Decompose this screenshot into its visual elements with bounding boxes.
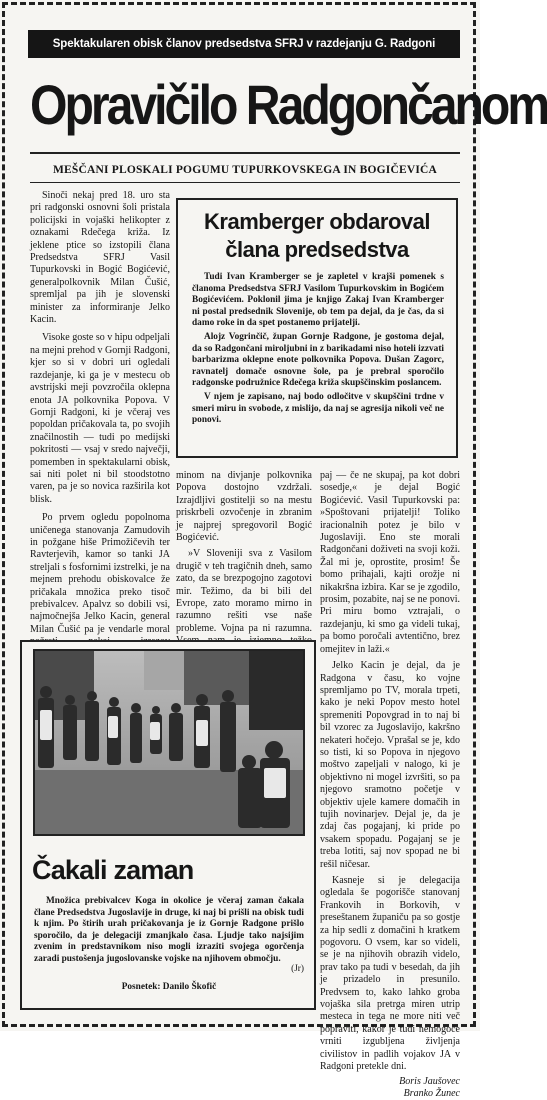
box-title-line-1: Kramberger obdaroval: [204, 209, 430, 234]
headline: Opravičilo Radgončanom: [30, 73, 547, 136]
paragraph: paj — če ne skupaj, pa kot dobri sosedje,« je dejal Bogić Bogićević. Vasil Tupurkovski pa: »Spoštovani prijatelji! Toliko iracionalnih potez je bilo v Jugoslaviji. Eno ste morali Radgončani doživeti na svoji koži. Žal mi je, oprostite, prosim! Še bomo prihajali, kajti orožje ni nikakršna izbira. Kar se je zgodilo, prosim, pozabite, naj se ne ponovi. Pri miru bomo vztrajali, o razdejanju, ki smo ga videli tukaj, pa bomo poročali avtentično, brez omejitev in laži.«: [320, 470, 460, 655]
paragraph: minom na divjanje polkovnika Popova dostojno vzdržali. Izrajdljivi gostitelji so na mestu priskrbeli ozvočenje in zbranim je najprej spregovoril Bogić Bogićević.: [176, 470, 312, 544]
paragraph: V njem je zapisano, naj bodo odločitve v skupščini trdne v smeri miru in svobode, z mislijo, da naj se agresija nikoli več ne ponovi.: [192, 391, 444, 426]
box-body: [34, 896, 304, 964]
box-title-line-2: člana predsedstva: [225, 237, 409, 262]
box-title: Čakali zaman: [32, 855, 194, 885]
paragraph: Jelko Kacin je dejal, da je Radgona v času, ko vojne spremljamo po TV, morala trpeti, kako je neki Popov mesto hotel spremeniti Popovgrad in to naj bi bil vzorec za Jugoslavijo, kakršno nekateri hočejo. Vprašal se je, kdo so tisti, ki so Popova in njegovo moštvo zapeljali v nalogo, ki je objektivno ni mogel izvršiti, so pa njegovo sramotno početje v objektiv ujele kamere domačih in tujih novinarjev. Dejal je, da je zdaj čas pogajanj, ki pride po vsakem spopadu. Pogajanj se je treba lotiti, saj nov spopad ne bi rešil ničesar.: [320, 660, 460, 870]
paragraph: Alojz Vogrinčič, župan Gornje Radgone, je gostoma dejal, da so Radgončani miroljubni in z barikadami niso hoteli izzvati barbarizma oklepne enote polkovnika Popova. Dušan Zagorc, ravnatelj domače osnovne šole, pa je prebral sporočilo radgonske podružnice Rdečega križa skupščinskim poslancem.: [192, 331, 444, 389]
photo-credit: Posnetek: Danilo Škofič: [121, 982, 217, 992]
article-column-3: [320, 470, 460, 1099]
box-body: [178, 264, 456, 456]
paragraph: Visoke goste so v hipu odpeljali na mejni prehod v Gornji Radgoni, kjer so si v dobri uri ogledali razdejanje, ki ga je v mestecu ob avstrijski meji povzročila oklepna enota JA polkovnika Popova. V Gornji Radgoni, ki je včeraj ves popoldan pričakovala ta, po svojih značilnostih — tudi po medijski pokritosti — vsaj v sredo največji, pomemben in spektakularni obisk, sai niti polet ni bil stoodstotno varen, pa je so novica razširila kot blisk.: [30, 332, 170, 505]
paragraph: »V Sloveniji sva z Vasilom drugič v teh tragičnih dneh, samo zato, da se brezpogojno zagotovi mir. Težimo, da bi bili del Evrope, zato moramo mirno in razumno rešiti vse naše probleme. Vojna pa ni razumna.: [176, 548, 312, 634]
bottom-rule: [30, 182, 460, 183]
author-signature-1: Boris Jaušovec: [399, 1075, 460, 1087]
article-column-2: [176, 470, 312, 640]
author-signature-2: Branko Žunec: [403, 1087, 460, 1099]
paragraph: Po prvem ogledu popolnoma uničenega stanovanja Zamudovih in požgane hiše Primožičevih ter Ravterjevih, kamor so tanki JA streljali s fosfornimi izstrelki, je na mejnem prehodu obiskovalce že pričakala množica preko tisoč prebivalcev. Apalvz so dobili vsi, najmočnejša Jelko Kacin, general Milan Čušić pa je vendarle moral: [30, 512, 170, 635]
article-column-1: [30, 190, 170, 635]
subheadline: MEŠČANI PLOSKALI POGUMU TUPURKOVSKEGA IN BOGIČEVIĆA: [52, 164, 438, 176]
crowd-photo: [34, 650, 304, 835]
top-rule: [30, 152, 460, 154]
initials: (Jr): [291, 964, 304, 974]
paragraph: Množica prebivalcev Koga in okolice je včeraj zaman čakala člane Predsedstva Jugoslavije in druge, ki naj bi prišli na obisk tudi k njim. Po štirih urah pričakovanja je iz Gornje Radgone prišlo sporočilo, da je delegaciji zmanjkalo časa. Ljudje tako najsijim zvenim in predstavnikom niso mogli izraziti svojega ogorčenja zaradi pustošenja jugoslovanske vojske na njihovem območju.: [34, 896, 304, 964]
sidebar-box-cakali-zaman: [20, 640, 316, 1010]
paragraph: Sinoči nekaj pred 18. uro sta pri radgonski osnovni šoli pristala policijski in vojaški helikopter z oznakami Rdečega križa. Iz jeklene ptice so izstopili člana Predsedstva SFRJ Vasil Tupurkovski in Bogić Bogićević, generalpolkovnik Milan Čušić, spremljal pa jih je slovenski minister za informiranje Jelko Kacin.: [30, 190, 170, 326]
paragraph: Tudi Ivan Kramberger se je zapletel v krajši pomenek s članoma Predsedstva SFRJ Vasilom Tupurkovskim in Bogićem Bogićevićem. Poklonil jima je knjigo Zakaj Ivan Kramberger ni postal predsednik Slovenije, ob tem pa dejal, da je čas, da si damo roke in da spet postanemo prijatelji.: [192, 272, 444, 329]
kicker-banner: Spektakularen obisk članov predsedstva SFRJ v razdejanju G. Radgoni: [28, 30, 460, 58]
sidebar-box-kramberger: [176, 198, 458, 458]
paragraph: Kasneje si je delegacija ogledala še pogorišče stanovanj Frankovih in Borkovih, v preseštanem županiču pa so gostje za hip sedli z domačini h kratkem pogovoru. O vsem, kar so videli, se je na njihovih obrazih videlo, prav tako pa tudi v besedah, da jih je prizadelo in presunilo. Predvsem to, kako lahko groba vojaška sila pretrga miren utrip mesteca in tega ne more niti več popraviti, kakor je tudi nemogoče vrniti izgubljena življenja civilistov in padlih vojakov JA v Radgoni pretekle dni.: [320, 875, 460, 1073]
news-photo: [34, 650, 304, 835]
